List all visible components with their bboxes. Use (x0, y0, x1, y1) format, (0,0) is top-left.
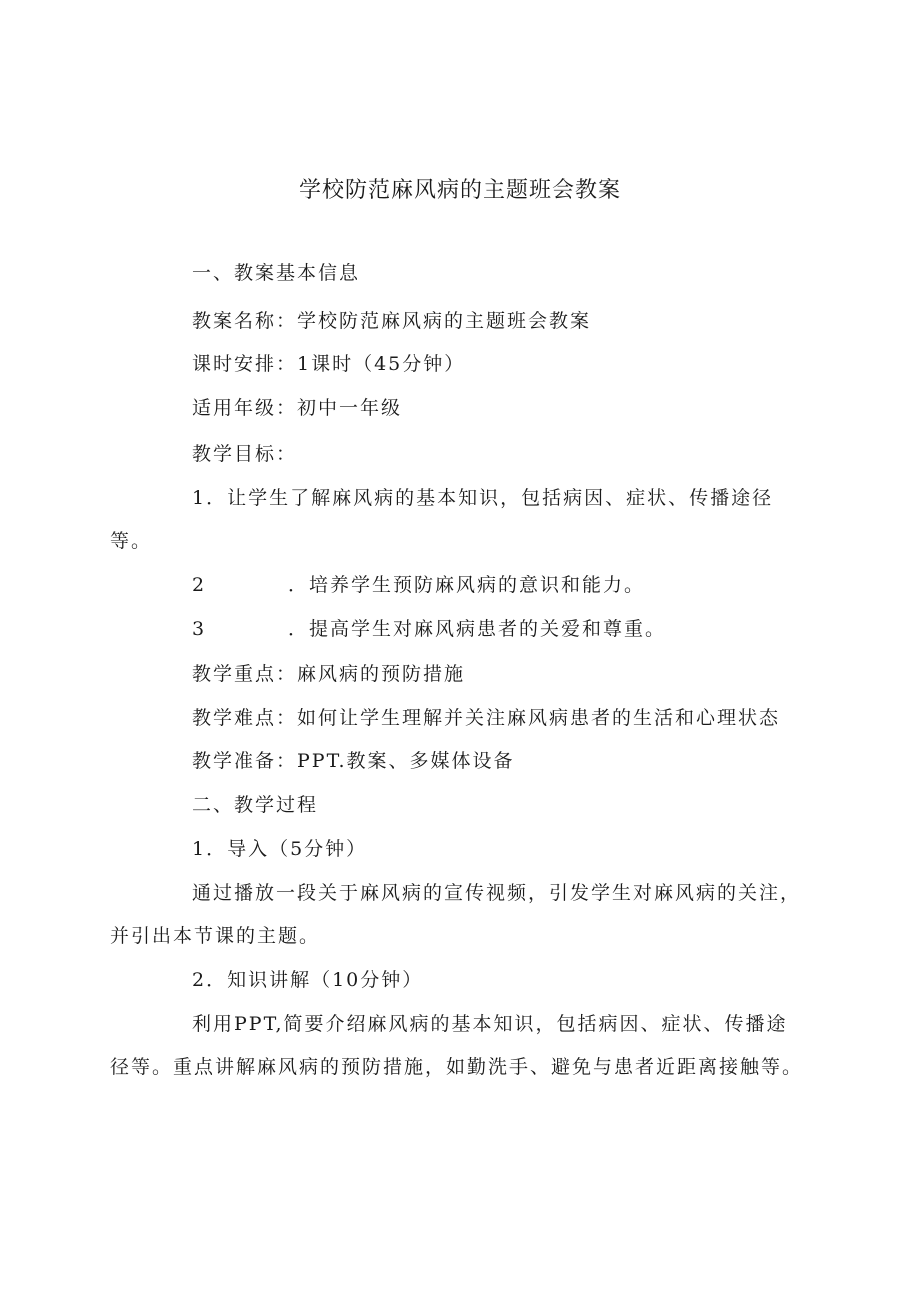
step-2-heading: 2．知识讲解（10分钟） (192, 969, 424, 991)
goal-1-line-1: 1．让学生了解麻风病的基本知识，包括病因、症状、传播途径 (192, 487, 774, 509)
step-2-paragraph-line-2: 径等。重点讲解麻风病的预防措施，如勤洗手、避免与患者近距离接触等。 (110, 1056, 804, 1078)
goal-2-number: 2 (192, 574, 207, 596)
step-1-heading: 1．导入（5分钟） (192, 838, 368, 860)
goal-3-number: 3 (192, 618, 207, 640)
key-point-line: 教学重点：麻风病的预防措施 (192, 663, 466, 685)
step-1-paragraph-line-1: 通过播放一段关于麻风病的宣传视频，引发学生对麻风病的关注， (192, 882, 802, 904)
section-heading-process: 二、教学过程 (192, 794, 319, 816)
goals-heading: 教学目标： (192, 443, 298, 465)
goal-2-text: ．培养学生预防麻风病的意识和能力。 (288, 574, 646, 596)
difficulty-line: 教学难点：如何让学生理解并关注麻风病患者的生活和心理状态 (192, 707, 781, 729)
lesson-hours-line: 课时安排：1课时（45分钟） (192, 353, 466, 375)
goal-2-line (192, 571, 645, 599)
preparation-line: 教学准备：PPT.教案、多媒体设备 (192, 750, 515, 772)
goal-1-line-2: 等。 (110, 530, 153, 552)
goal-3-line (192, 615, 666, 643)
page-title: 学校防范麻风病的主题班会教案 (298, 178, 621, 203)
step-2-paragraph-line-1: 利用PPT,简要介绍麻风病的基本知识，包括病因、症状、传播途 (192, 1013, 788, 1035)
lesson-grade-line: 适用年级：初中一年级 (192, 397, 403, 419)
lesson-name-line: 教案名称：学校防范麻风病的主题班会教案 (192, 310, 592, 332)
goal-3-text: ．提高学生对麻风病患者的关爱和尊重。 (288, 618, 667, 640)
section-heading-basic-info: 一、教案基本信息 (192, 262, 361, 284)
step-1-paragraph-line-2: 并引出本节课的主题。 (110, 925, 321, 947)
